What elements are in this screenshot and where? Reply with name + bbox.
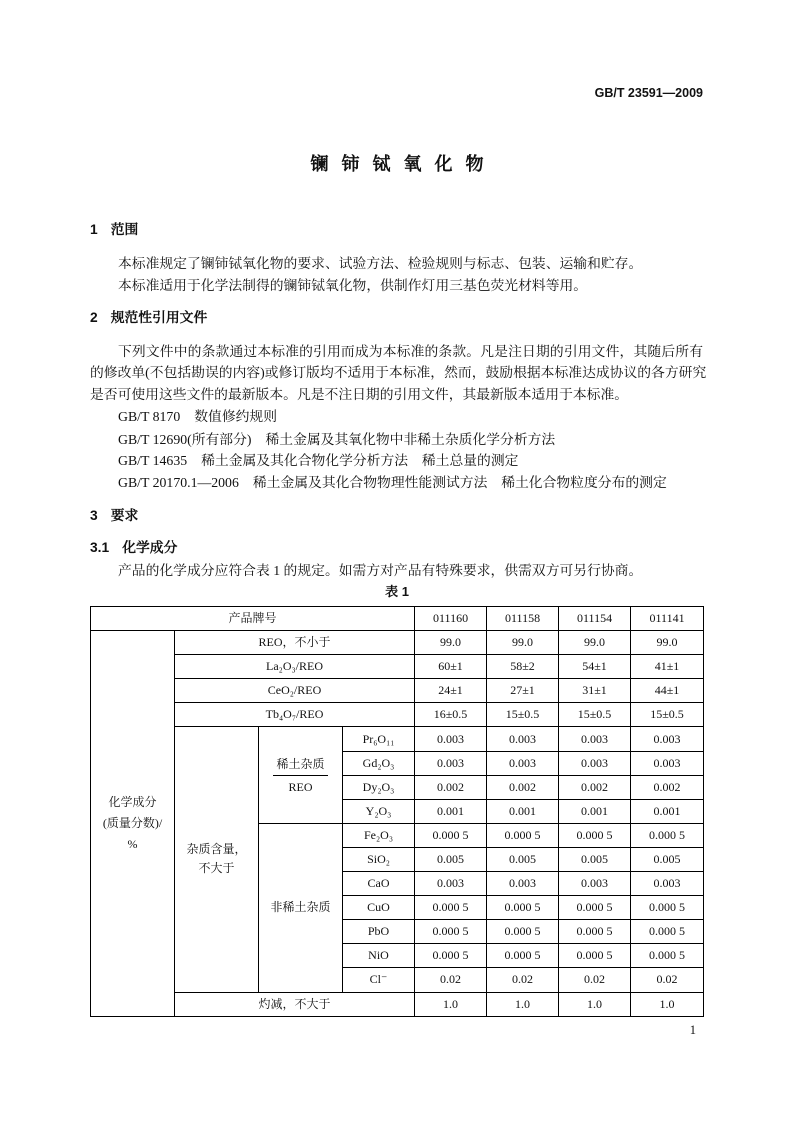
element-label: PbO bbox=[343, 920, 415, 944]
table-row bbox=[91, 992, 704, 1016]
subsection-title: 化学成分 bbox=[122, 540, 178, 555]
table-cell-value: 15±0.5 bbox=[487, 703, 559, 727]
references-intro-line: 下列文件中的条款通过本标准的引用而成为本标准的条款。凡是注日期的引用文件，其随后所有 bbox=[118, 344, 703, 359]
table-cell-value: 0.000 5 bbox=[487, 944, 559, 968]
table-cell-value: 0.000 5 bbox=[559, 823, 631, 847]
table-cell-value: 41±1 bbox=[631, 655, 704, 679]
table-cell-value: 0.000 5 bbox=[487, 823, 559, 847]
reference-code: GB/T 20170.1—2006 bbox=[118, 475, 239, 490]
impurity-label-line: 杂质含量， bbox=[186, 842, 247, 857]
group-label-line: % bbox=[127, 836, 138, 851]
table-row bbox=[91, 655, 704, 679]
table-cell-value: 60±1 bbox=[415, 655, 487, 679]
table-cell-value: 0.002 bbox=[415, 775, 487, 799]
table-cell-value: 0.003 bbox=[415, 727, 487, 751]
section-number: 2 bbox=[90, 310, 98, 325]
element-label: CaO bbox=[343, 872, 415, 896]
table-cell-value: 15±0.5 bbox=[559, 703, 631, 727]
reference-title: 数值修约规则 bbox=[194, 409, 278, 424]
table-cell-value: 0.003 bbox=[631, 872, 704, 896]
scope-paragraph: 本标准规定了镧铈铽氧化物的要求、试验方法、检验规则与标志、包装、运输和贮存。 bbox=[118, 256, 643, 271]
table-cell-value: 16±0.5 bbox=[415, 703, 487, 727]
reference-title: 稀土金属及其化合物物理性能测试方法 稀土化合物粒度分布的测定 bbox=[252, 475, 667, 490]
rare-earth-impurity-label bbox=[259, 727, 343, 823]
table-cell-value: 0.02 bbox=[487, 968, 559, 992]
reference-code: GB/T 14635 bbox=[118, 453, 188, 468]
table-cell-value: 0.02 bbox=[415, 968, 487, 992]
fraction-numerator-row bbox=[259, 756, 342, 776]
subsection-number: 3.1 bbox=[90, 540, 110, 555]
table-cell-value: 1.0 bbox=[631, 992, 704, 1016]
element-label: CuO bbox=[343, 896, 415, 920]
table-row bbox=[91, 703, 704, 727]
standard-code: GB/T 23591—2009 bbox=[594, 86, 703, 100]
chemical-composition-paragraph: 产品的化学成分应符合表 1 的规定。如需方对产品有特殊要求，供需双方可另行协商。 bbox=[118, 563, 643, 578]
element-label: Y₂O₃ bbox=[343, 799, 415, 823]
table-caption: 表 1 bbox=[385, 584, 409, 599]
table-cell-value: 1.0 bbox=[415, 992, 487, 1016]
grade-column-header: 011154 bbox=[559, 607, 631, 631]
chemical-composition-group-label bbox=[91, 631, 175, 1017]
table-cell-value: 0.02 bbox=[559, 968, 631, 992]
table-cell-value: 0.003 bbox=[559, 727, 631, 751]
section-3-heading bbox=[90, 505, 138, 527]
impurity-content-label bbox=[175, 727, 259, 992]
grade-column-header: 011160 bbox=[415, 607, 487, 631]
table-cell-value: 99.0 bbox=[631, 631, 704, 655]
table-body bbox=[91, 607, 704, 1017]
table-cell-value: 0.005 bbox=[559, 847, 631, 871]
table-cell-value: 0.001 bbox=[631, 799, 704, 823]
fraction-denominator: REO bbox=[288, 779, 313, 794]
row-label: La₂O₃/REO bbox=[175, 655, 415, 679]
table-cell-value: 0.000 5 bbox=[415, 823, 487, 847]
product-grade-header: 产品牌号 bbox=[91, 607, 415, 631]
table-cell-value: 99.0 bbox=[487, 631, 559, 655]
document-title: 镧铈铽氧化物 bbox=[310, 154, 497, 175]
reference-item bbox=[118, 429, 555, 451]
table-cell-value: 0.005 bbox=[487, 847, 559, 871]
subsection-3-1-heading bbox=[90, 537, 177, 559]
table-cell-value: 0.002 bbox=[487, 775, 559, 799]
table-row bbox=[91, 727, 704, 751]
table-row bbox=[91, 631, 704, 655]
element-label: NiO bbox=[343, 944, 415, 968]
row-label: Tb₄O₇/REO bbox=[175, 703, 415, 727]
row-label: 灼减，不大于 bbox=[175, 992, 415, 1016]
section-2-heading bbox=[90, 307, 207, 329]
row-label: CeO₂/REO bbox=[175, 679, 415, 703]
table-cell-value: 0.003 bbox=[559, 872, 631, 896]
element-label: Gd₂O₃ bbox=[343, 751, 415, 775]
table-cell-value: 0.003 bbox=[415, 872, 487, 896]
table-cell-value: 0.000 5 bbox=[559, 920, 631, 944]
reference-item bbox=[118, 406, 277, 428]
table-cell-value: 0.003 bbox=[631, 751, 704, 775]
fraction-numerator: 稀土杂质 bbox=[273, 756, 327, 776]
table-cell-value: 54±1 bbox=[559, 655, 631, 679]
section-title: 范围 bbox=[110, 222, 139, 237]
table-cell-value: 0.000 5 bbox=[559, 944, 631, 968]
references-intro-line: 的修改单(不包括勘误的内容)或修订版均不适用于本标准，然而，鼓励根据本标准达成协议的各方研究 bbox=[90, 365, 707, 380]
table-cell-value: 24±1 bbox=[415, 679, 487, 703]
table-cell-value: 0.002 bbox=[631, 775, 704, 799]
element-label: Dy₂O₃ bbox=[343, 775, 415, 799]
element-label: Fe₂O₃ bbox=[343, 823, 415, 847]
table-cell-value: 0.000 5 bbox=[415, 920, 487, 944]
table-cell-value: 0.003 bbox=[487, 872, 559, 896]
page-number: 1 bbox=[689, 1023, 696, 1037]
table-cell-value: 0.02 bbox=[631, 968, 704, 992]
element-label: SiO₂ bbox=[343, 847, 415, 871]
table-cell-value: 44±1 bbox=[631, 679, 704, 703]
table-cell-value: 0.003 bbox=[487, 751, 559, 775]
table-cell-value: 99.0 bbox=[559, 631, 631, 655]
reference-code: GB/T 8170 bbox=[118, 409, 181, 424]
table-cell-value: 0.003 bbox=[559, 751, 631, 775]
reference-title: 稀土金属及其氧化物中非稀土杂质化学分析方法 bbox=[265, 432, 556, 447]
table-cell-value: 0.003 bbox=[487, 727, 559, 751]
table-cell-value: 15±0.5 bbox=[631, 703, 704, 727]
reference-code: GB/T 12690(所有部分) bbox=[118, 432, 252, 447]
table-cell-value: 0.000 5 bbox=[631, 823, 704, 847]
table-cell-value: 0.000 5 bbox=[415, 944, 487, 968]
group-label-line: 化学成分 bbox=[108, 794, 157, 809]
grade-column-header: 011141 bbox=[631, 607, 704, 631]
grade-column-header: 011158 bbox=[487, 607, 559, 631]
section-title: 要求 bbox=[110, 508, 139, 523]
table-cell-value: 0.001 bbox=[559, 799, 631, 823]
table-cell-value: 0.000 5 bbox=[631, 944, 704, 968]
element-label: Pr₆O₁₁ bbox=[343, 727, 415, 751]
row-label: REO，不小于 bbox=[175, 631, 415, 655]
non-rare-earth-impurity-label: 非稀土杂质 bbox=[259, 823, 343, 992]
table-cell-value: 0.005 bbox=[631, 847, 704, 871]
section-title: 规范性引用文件 bbox=[110, 310, 208, 325]
table-cell-value: 58±2 bbox=[487, 655, 559, 679]
table-header-row bbox=[91, 607, 704, 631]
chemical-composition-table bbox=[90, 606, 704, 1017]
scope-paragraph: 本标准适用于化学法制得的镧铈铽氧化物，供制作灯用三基色荧光材料等用。 bbox=[118, 278, 588, 293]
reference-title: 稀土金属及其化合物化学分析方法 稀土总量的测定 bbox=[201, 453, 519, 468]
table-cell-value: 27±1 bbox=[487, 679, 559, 703]
table-cell-value: 0.001 bbox=[487, 799, 559, 823]
table-cell-value: 0.002 bbox=[559, 775, 631, 799]
reference-item bbox=[118, 472, 667, 494]
element-label: Cl⁻ bbox=[343, 968, 415, 992]
reference-item bbox=[118, 450, 518, 472]
table-row bbox=[91, 679, 704, 703]
table-cell-value: 0.000 5 bbox=[415, 896, 487, 920]
group-label-line: (质量分数)/ bbox=[102, 815, 163, 830]
table-cell-value: 0.001 bbox=[415, 799, 487, 823]
table-cell-value: 99.0 bbox=[415, 631, 487, 655]
table-cell-value: 0.003 bbox=[415, 751, 487, 775]
section-1-heading bbox=[90, 219, 138, 241]
section-number: 1 bbox=[90, 222, 98, 237]
table-cell-value: 1.0 bbox=[487, 992, 559, 1016]
table-cell-value: 1.0 bbox=[559, 992, 631, 1016]
table-cell-value: 0.000 5 bbox=[631, 920, 704, 944]
table-cell-value: 0.003 bbox=[631, 727, 704, 751]
references-intro-line: 是否可使用这些文件的最新版本。凡是不注日期的引用文件，其最新版本适用于本标准。 bbox=[90, 387, 629, 402]
table-cell-value: 31±1 bbox=[559, 679, 631, 703]
impurity-label-line: 不大于 bbox=[198, 861, 235, 876]
table-cell-value: 0.000 5 bbox=[559, 896, 631, 920]
table-cell-value: 0.000 5 bbox=[631, 896, 704, 920]
section-number: 3 bbox=[90, 508, 98, 523]
table-cell-value: 0.000 5 bbox=[487, 920, 559, 944]
table-cell-value: 0.000 5 bbox=[487, 896, 559, 920]
table-cell-value: 0.005 bbox=[415, 847, 487, 871]
